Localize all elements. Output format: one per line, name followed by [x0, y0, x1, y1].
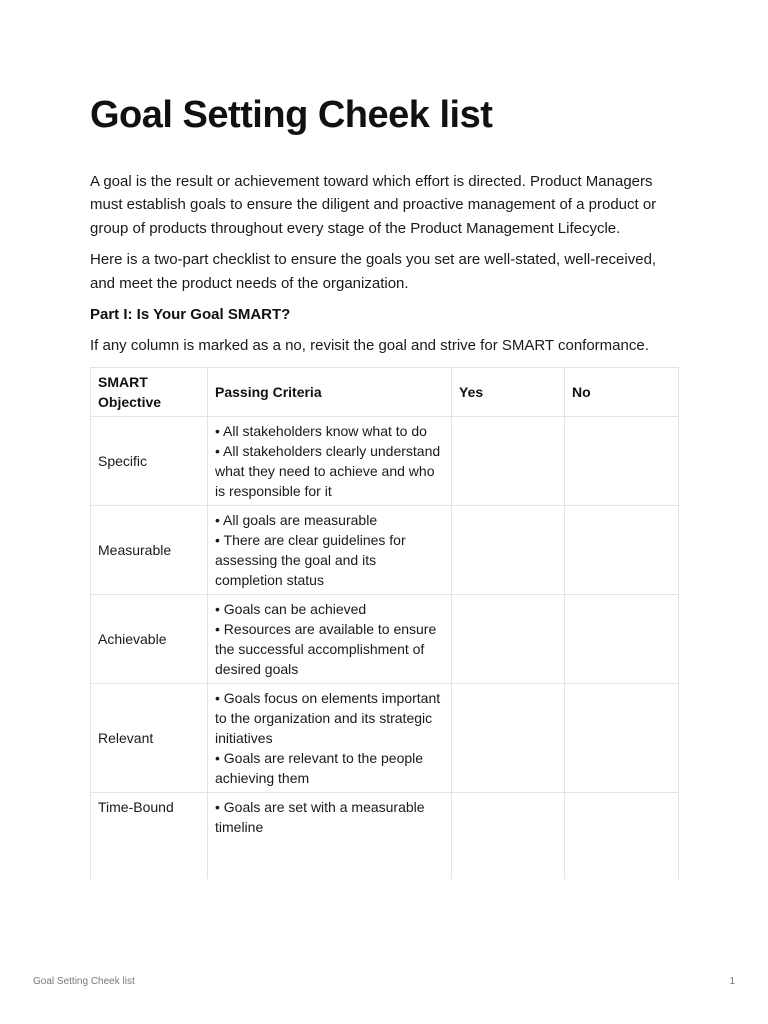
objective-cell: Achievable — [91, 595, 208, 684]
table-row — [91, 595, 679, 684]
table-row — [91, 684, 679, 793]
criteria-cell — [208, 506, 452, 595]
criteria-line: • Goals are set with a measurable timeline — [215, 799, 425, 836]
criteria-line: • Goals focus on elements important to the organization and its strategic initiatives — [215, 690, 441, 747]
criteria-line: • There are clear guidelines for assessing the goal and its completion status — [215, 532, 406, 589]
objective-cell: Specific — [91, 417, 208, 506]
part1-heading: Part I: Is Your Goal SMART? — [90, 306, 291, 324]
table-header-row — [91, 368, 679, 417]
page-content — [90, 92, 678, 879]
footer-document-title: Goal Setting Cheek list — [33, 976, 135, 987]
no-cell — [565, 595, 679, 684]
table-row — [91, 417, 679, 506]
criteria-cell — [208, 793, 452, 880]
criteria-line: • All stakeholders clearly understand what they need to achieve and who is responsible for it — [215, 443, 441, 500]
document-title: Goal Setting Cheek list — [90, 94, 493, 136]
yes-cell — [452, 684, 565, 793]
no-cell — [565, 506, 679, 595]
criteria-line: • All goals are measurable — [215, 512, 378, 529]
header-yes: Yes — [452, 368, 565, 417]
header-no: No — [565, 368, 679, 417]
yes-cell — [452, 793, 565, 880]
intro-paragraph-2: Here is a two-part checklist to ensure the goals you set are well-stated, well-received, and meet the product needs of the organization. — [90, 251, 657, 292]
criteria-cell — [208, 595, 452, 684]
yes-cell — [452, 595, 565, 684]
objective-cell: Measurable — [91, 506, 208, 595]
yes-cell — [452, 417, 565, 506]
intro-paragraph-1: A goal is the result or achievement toward which effort is directed. Product Managers must establish goals to ensure the diligent and proactive management of a product or group of products throughout every stage of the Product Management Lifecycle. — [90, 173, 657, 237]
criteria-line: • Goals can be achieved — [215, 601, 367, 618]
criteria-line: • Resources are available to ensure the successful accomplishment of desired goals — [215, 621, 437, 678]
table-row — [91, 506, 679, 595]
criteria-line: • All stakeholders know what to do — [215, 423, 427, 440]
table-row — [91, 793, 679, 880]
part1-instruction: If any column is marked as a no, revisit the goal and strive for SMART conformance. — [90, 337, 649, 355]
criteria-cell — [208, 684, 452, 793]
header-criteria: Passing Criteria — [208, 368, 452, 417]
yes-cell — [452, 506, 565, 595]
criteria-cell — [208, 417, 452, 506]
no-cell — [565, 684, 679, 793]
header-objective: SMART Objective — [91, 368, 208, 417]
footer-page-number: 1 — [729, 976, 735, 987]
smart-checklist-table — [90, 367, 679, 879]
criteria-line: • Goals are relevant to the people achieving them — [215, 750, 424, 787]
no-cell — [565, 417, 679, 506]
objective-cell: Relevant — [91, 684, 208, 793]
objective-cell: Time-Bound — [91, 793, 208, 880]
no-cell — [565, 793, 679, 880]
